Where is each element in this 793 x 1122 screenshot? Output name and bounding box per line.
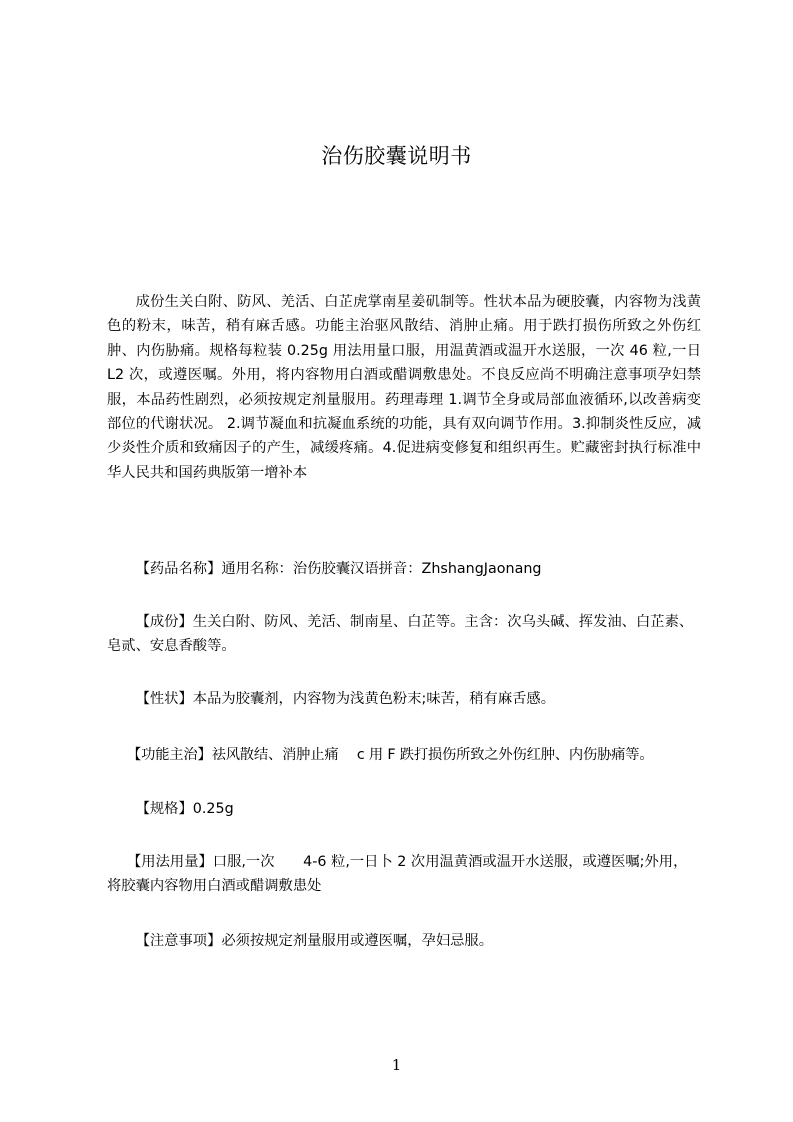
page-number: 1 <box>391 1056 402 1074</box>
section-ingredients: 【成份】生关白附、防风、羌活、制南星、白芷等。主含：次乌头碱、挥发油、白芷素、皂贰、安息香酸等。 <box>107 614 694 655</box>
section-properties: 【性状】本品为胶囊剂，内容物为浅黄色粉末;味苦，稍有麻舌感。 <box>135 691 556 707</box>
section-drug-name: 【药品名称】通用名称：治伤胶囊汉语拼音：ZhshangJaonang <box>135 561 542 577</box>
section-usage: 【用法用量】口服,一次 4-6 粒,一日卜 2 次用温黄酒或温开水送服，或遵医嘱;外用，将胶囊内容物用白酒或醋调敷患处 <box>107 854 688 895</box>
intro-paragraph: 成份生关白附、防风、羌活、白芷虎掌南星姜矶制等。性状本品为硬胶囊，内容物为浅黄色的粉末，味苦，稍有麻舌感。功能主治驱风散结、消肿止痛。用于跌打损伤所致之外伤红肿、内伤胁痛。规格每粒装 0.25g 用法用量口服，用温黄酒或温开水送服，一次 46 粒,一日 L2 次，或遵医嘱。外用，将内容物用白酒或醋调敷患处。不良反应尚不明确注意事项孕妇禁服，本品药性剧烈，必须按规定剂量服用。药理毒理 1.调节全身或局部血液循环,以改善病变部位的代谢状况。 2.调节凝血和抗凝血系统的功能，具有双向调节作用。3.抑制炎性反应，减少炎性介质和致痛因子的产生，减缓疼痛。4.促进病变修复和组织再生。贮藏密封执行标准中华人民共和国药典版第一增补本 <box>107 294 701 481</box>
section-indications: 【功能主治】祛风散结、消肿止痛 c 用 F 跌打损伤所致之外伤红肿、内伤胁痛等。 <box>127 747 654 763</box>
document-title: 治伤胶囊说明书 <box>321 144 472 168</box>
section-precautions: 【注意事项】必须按规定剂量服用或遵医嘱，孕妇忌服。 <box>135 933 494 949</box>
section-specification: 【规格】0.25g <box>135 801 234 817</box>
